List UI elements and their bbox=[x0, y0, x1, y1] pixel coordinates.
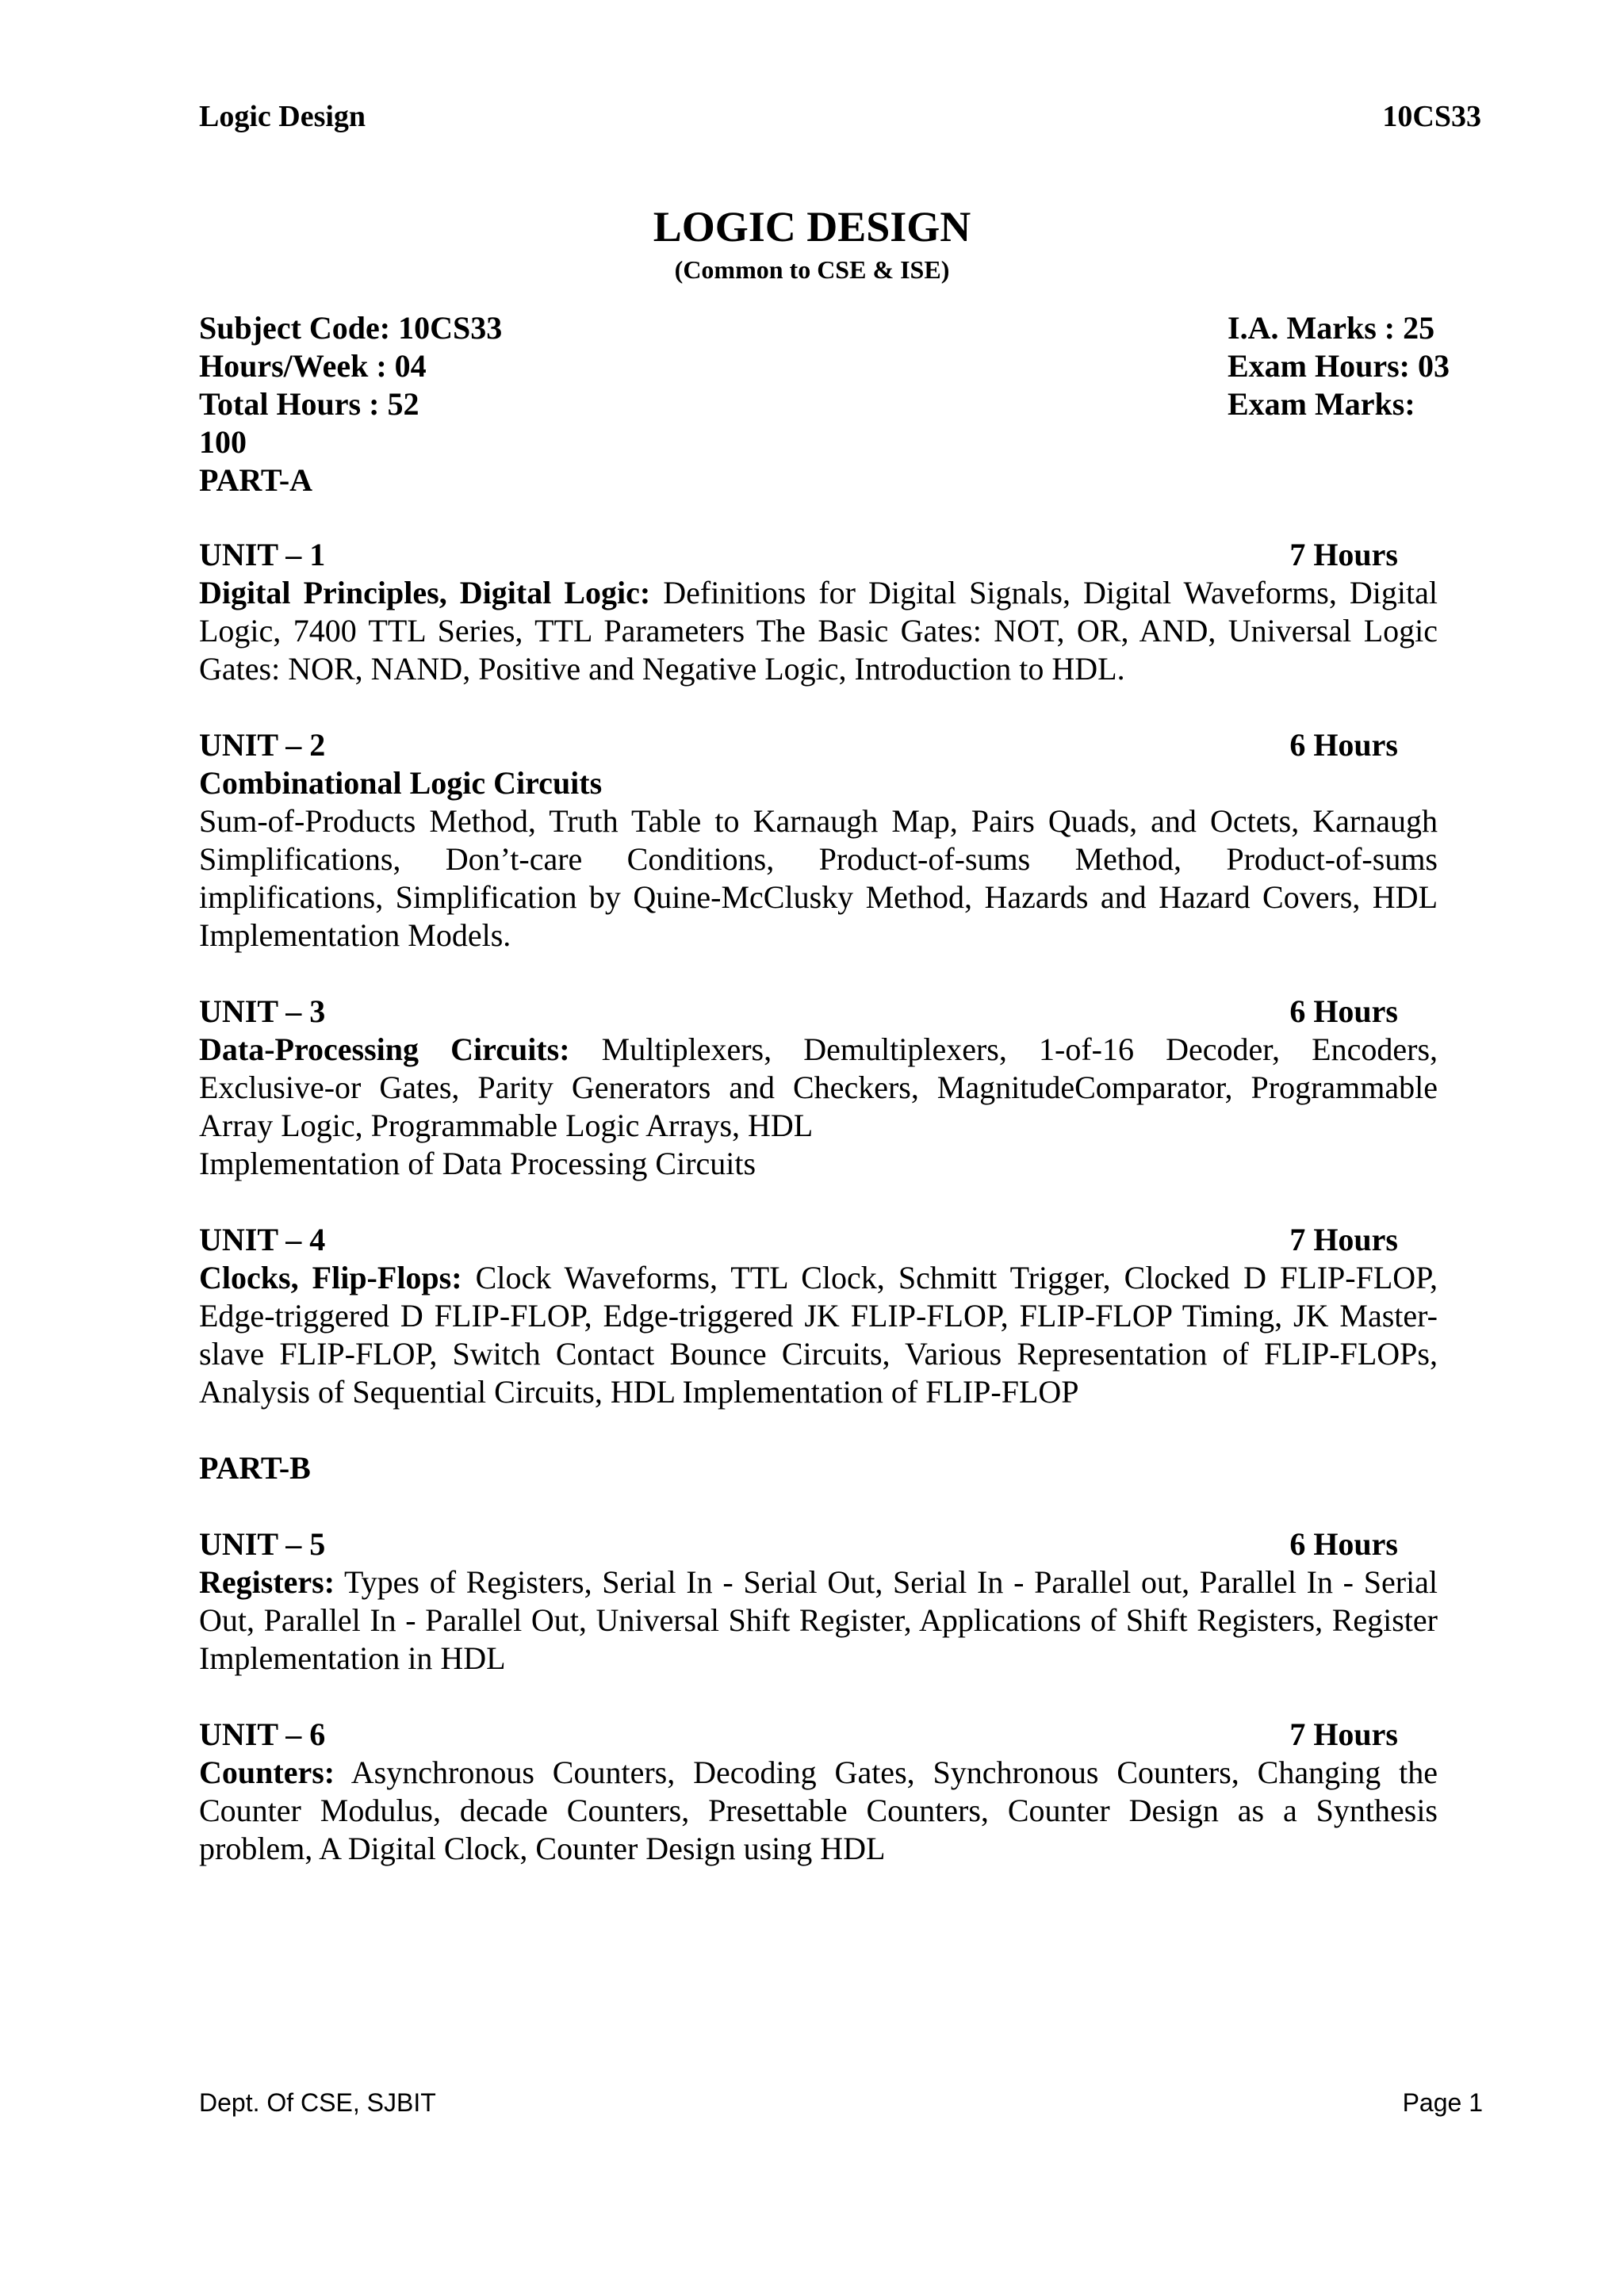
unit-hours: 6 Hours bbox=[1289, 1526, 1398, 1562]
unit-topic-text-continued: Implementation of Data Processing Circuits bbox=[199, 1146, 756, 1181]
exam-marks: Exam Marks: bbox=[1228, 386, 1415, 422]
unit-1 bbox=[199, 536, 1438, 688]
unit-name: UNIT – 4 bbox=[199, 1222, 326, 1257]
unit-content bbox=[199, 1754, 1438, 1868]
unit-name: UNIT – 6 bbox=[199, 1716, 326, 1752]
unit-content bbox=[199, 1031, 1438, 1145]
exam-hours: Exam Hours: 03 bbox=[1228, 348, 1450, 384]
unit-topic-text: Definitions for Digital Signals, Digital Waveforms, Digital Logic, 7400 TTL Series, TTL Parameters The Basic Gates: NOT, OR, AND, Universal Logic Gates: NOR, NAND, Positive and Negative Logic, Introduction to HDL. bbox=[199, 575, 1438, 687]
meta-row-2 bbox=[199, 347, 1481, 385]
meta-row-5 bbox=[199, 461, 1481, 499]
header-course-code: 10CS33 bbox=[1382, 100, 1481, 133]
header-course-name: Logic Design bbox=[199, 100, 366, 133]
units-list bbox=[199, 536, 1438, 1906]
unit-2 bbox=[199, 726, 1438, 955]
unit-topic-text: Clock Waveforms, TTL Clock, Schmitt Trigger, Clocked D FLIP-FLOP, Edge-triggered D FLIP-FLOP, Edge-triggered JK FLIP-FLOP, FLIP-FLOP Timing, JK Master-slave FLIP-FLOP, Switch Contact Bounce Circuits, Various Representation of FLIP-FLOPs, Analysis of Sequential Circuits, HDL Implementation of FLIP-FLOP bbox=[199, 1260, 1438, 1410]
meta-row-3 bbox=[199, 385, 1481, 423]
exam-marks-value: 100 bbox=[199, 424, 247, 460]
unit-topic-lead: Counters: bbox=[199, 1755, 335, 1790]
unit-name: UNIT – 5 bbox=[199, 1526, 326, 1562]
document-subtitle: (Common to CSE & ISE) bbox=[674, 255, 950, 284]
unit-content bbox=[199, 574, 1438, 688]
unit-heading bbox=[199, 993, 1438, 1031]
unit-topic-text: Asynchronous Counters, Decoding Gates, Synchronous Counters, Changing the Counter Modulus, decade Counters, Presettable Counters, Counter Design as a Synthesis problem, A Digital Clock, Counter Design using HDL bbox=[199, 1755, 1438, 1866]
hours-per-week: Hours/Week : 04 bbox=[199, 348, 427, 384]
unit-topic-lead: Clocks, Flip-Flops: bbox=[199, 1260, 462, 1295]
footer-department: Dept. Of CSE, SJBIT bbox=[199, 2088, 436, 2117]
unit-6 bbox=[199, 1716, 1438, 1868]
title-block bbox=[0, 201, 1624, 285]
unit-content bbox=[199, 1259, 1438, 1411]
ia-marks: I.A. Marks : 25 bbox=[1228, 310, 1435, 346]
unit-hours: 7 Hours bbox=[1289, 537, 1398, 572]
footer-page-number: Page 1 bbox=[1402, 2088, 1483, 2117]
unit-hours: 7 Hours bbox=[1289, 1222, 1398, 1257]
total-hours: Total Hours : 52 bbox=[199, 386, 419, 422]
unit-name: UNIT – 3 bbox=[199, 993, 326, 1029]
subject-code: Subject Code: 10CS33 bbox=[199, 310, 503, 346]
page-header bbox=[199, 98, 1481, 135]
unit-name: UNIT – 2 bbox=[199, 727, 326, 763]
unit-hours: 7 Hours bbox=[1289, 1716, 1398, 1752]
part-b-heading: PART-B bbox=[199, 1450, 311, 1486]
meta-row-4 bbox=[199, 423, 1481, 461]
part-a-heading: PART-A bbox=[199, 462, 313, 498]
unit-heading bbox=[199, 1221, 1438, 1259]
unit-3 bbox=[199, 993, 1438, 1183]
unit-topic-text: Sum-of-Products Method, Truth Table to Karnaugh Map, Pairs Quads, and Octets, Karnaugh Simplifications, Don’t-care Conditions, Product-of-sums Method, Product-of-sums implifications, Simplification by Quine-McClusky Method, Hazards and Hazard Covers, HDL Implementation Models. bbox=[199, 803, 1438, 953]
unit-heading bbox=[199, 726, 1438, 764]
unit-hours: 6 Hours bbox=[1289, 727, 1398, 763]
unit-name: UNIT – 1 bbox=[199, 537, 326, 572]
unit-topic-text: Types of Registers, Serial In - Serial Out, Serial In - Parallel out, Parallel In - Serial Out, Parallel In - Parallel Out, Universal Shift Register, Applications of Shift Registers, Register Implementation in HDL bbox=[199, 1564, 1438, 1676]
unit-heading bbox=[199, 1525, 1438, 1563]
meta-row-1 bbox=[199, 309, 1481, 347]
unit-topic-title: Combinational Logic Circuits bbox=[199, 765, 603, 801]
unit-hours: 6 Hours bbox=[1289, 993, 1398, 1029]
unit-topic-lead: Digital Principles, Digital Logic: bbox=[199, 575, 651, 610]
document-title: LOGIC DESIGN bbox=[653, 203, 971, 251]
unit-topic-lead: Registers: bbox=[199, 1564, 335, 1600]
unit-5 bbox=[199, 1525, 1438, 1678]
unit-heading bbox=[199, 536, 1438, 574]
unit-heading bbox=[199, 1716, 1438, 1754]
course-meta bbox=[199, 309, 1481, 499]
unit-topic-lead: Data-Processing Circuits: bbox=[199, 1031, 570, 1067]
unit-content bbox=[199, 1563, 1438, 1678]
unit-4 bbox=[199, 1221, 1438, 1411]
page-footer bbox=[199, 2087, 1483, 2118]
unit-topic-text: Multiplexers, Demultiplexers, 1-of-16 Decoder, Encoders, Exclusive-or Gates, Parity Generators and Checkers, MagnitudeComparator, Programmable Array Logic, Programmable Logic Arrays, HDL bbox=[199, 1031, 1438, 1143]
